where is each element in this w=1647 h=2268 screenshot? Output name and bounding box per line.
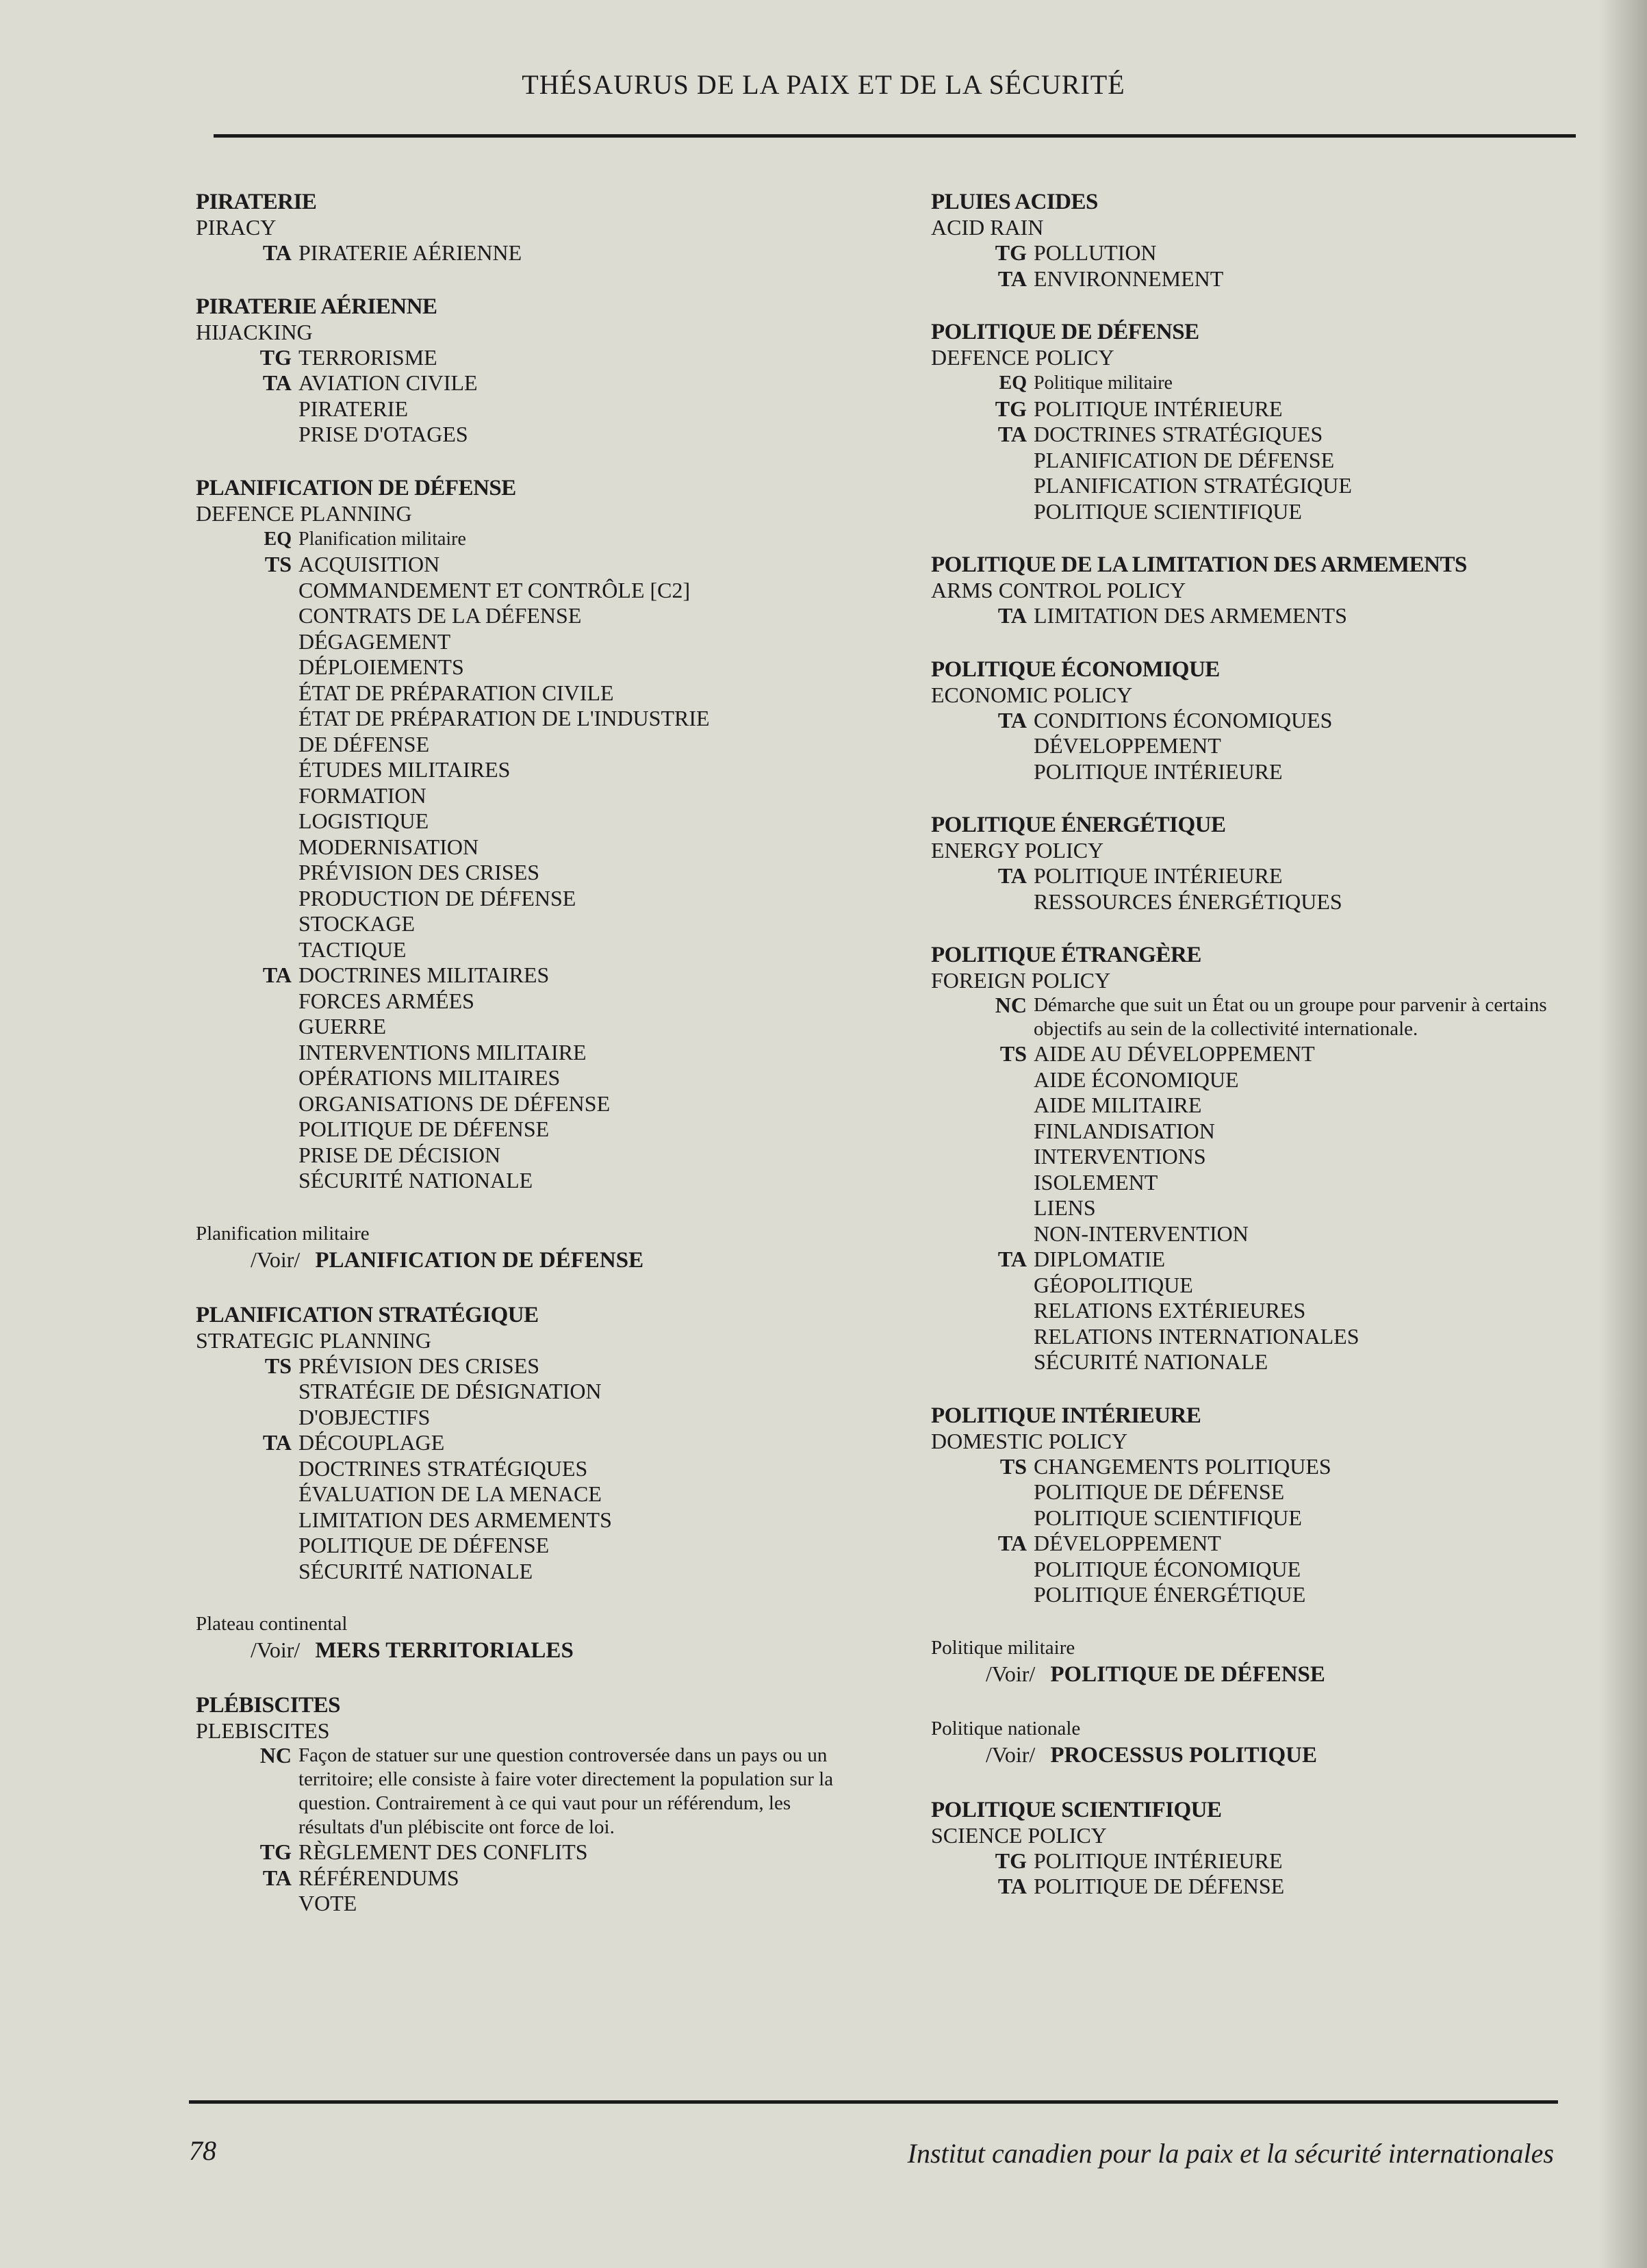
relation-line xyxy=(196,1379,846,1405)
english-equivalent: FOREIGN POLICY xyxy=(931,968,1111,993)
related-term: SÉCURITÉ NATIONALE xyxy=(1034,1349,1268,1374)
related-term: PRODUCTION DE DÉFENSE xyxy=(298,885,576,910)
scope-note xyxy=(196,1744,846,1839)
relation-line xyxy=(931,889,1568,915)
relation-line xyxy=(196,1091,846,1117)
relation-line xyxy=(931,266,1568,292)
relation-line xyxy=(196,1559,846,1585)
related-term: POLITIQUE ÉNERGÉTIQUE xyxy=(1034,1582,1306,1607)
relation-line xyxy=(931,1324,1568,1350)
relation-line xyxy=(931,708,1568,734)
related-term: SÉCURITÉ NATIONALE xyxy=(298,1168,533,1193)
relation-line xyxy=(931,1874,1568,1900)
scope-note-text: Démarche que suit un État ou un groupe pour parvenir à certains objectifs au sein de la collectivité internationale. xyxy=(1034,994,1547,1040)
relation-line xyxy=(931,1557,1568,1583)
related-term: ISOLEMENT xyxy=(1034,1169,1158,1195)
relation-tag: TS xyxy=(999,1453,1027,1479)
related-term: DÉPLOIEMENTS xyxy=(298,654,464,679)
thesaurus-entry xyxy=(931,189,1568,292)
thesaurus-entry xyxy=(931,1403,1568,1608)
related-term: RELATIONS INTERNATIONALES xyxy=(1034,1323,1359,1349)
related-term: Planification militaire xyxy=(298,528,466,550)
related-term: ÉTUDES MILITAIRES xyxy=(298,757,511,782)
related-term: POLLUTION xyxy=(1034,240,1157,265)
relation-tag: TG xyxy=(995,396,1027,421)
thesaurus-entry xyxy=(196,294,846,448)
see-reference xyxy=(196,1221,846,1273)
related-term: GÉOPOLITIQUE xyxy=(1034,1272,1193,1297)
relation-line xyxy=(931,1582,1568,1608)
relation-line xyxy=(196,860,846,886)
relation-line xyxy=(931,1848,1568,1874)
related-term: RELATIONS EXTÉRIEURES xyxy=(1034,1298,1306,1323)
related-term: OPÉRATIONS MILITAIRES xyxy=(298,1065,561,1090)
thesaurus-entry xyxy=(931,319,1568,524)
relation-tag: NC xyxy=(995,993,1027,1017)
relation-tag: TA xyxy=(262,1865,292,1890)
relation-line xyxy=(931,1247,1568,1273)
relation-line xyxy=(931,1273,1568,1299)
relation-line xyxy=(931,1144,1568,1170)
relation-line xyxy=(196,1891,846,1917)
relation-line xyxy=(196,1168,846,1194)
relation-tag: TA xyxy=(262,1430,292,1455)
related-term: INTERVENTIONS xyxy=(1034,1144,1206,1169)
page-edge-shadow xyxy=(1599,0,1647,2268)
entry-term: POLITIQUE ÉTRANGÈRE xyxy=(931,943,1201,967)
relation-line xyxy=(931,1195,1568,1221)
relation-line xyxy=(196,422,846,448)
related-term: AIDE ÉCONOMIQUE xyxy=(1034,1067,1239,1092)
related-term: COMMANDEMENT ET CONTRÔLE [C2] xyxy=(298,577,691,602)
relation-tag: TA xyxy=(262,963,292,987)
relation-line xyxy=(196,937,846,963)
relation-line xyxy=(931,1170,1568,1196)
entry-term: POLITIQUE ÉNERGÉTIQUE xyxy=(931,813,1226,837)
related-term: DOCTRINES STRATÉGIQUES xyxy=(298,1455,588,1481)
relation-line xyxy=(196,1533,846,1559)
related-term: LIENS xyxy=(1034,1195,1096,1220)
entry-term: POLITIQUE DE LA LIMITATION DES ARMEMENTS xyxy=(931,552,1467,577)
see-line xyxy=(196,1247,846,1273)
see-target-term: PLANIFICATION DE DÉFENSE xyxy=(315,1247,644,1273)
relation-line xyxy=(931,863,1568,889)
english-equivalent: ECONOMIC POLICY xyxy=(931,682,1133,707)
thesaurus-entry xyxy=(196,1692,846,1917)
relation-line xyxy=(931,1041,1568,1067)
related-term: POLITIQUE SCIENTIFIQUE xyxy=(1034,498,1302,524)
relation-tag: TA xyxy=(997,266,1027,291)
related-term: LIMITATION DES ARMEMENTS xyxy=(298,1507,612,1532)
related-term: MODERNISATION xyxy=(298,834,479,859)
related-term: ACQUISITION xyxy=(298,552,440,576)
thesaurus-entry xyxy=(931,812,1568,915)
english-equivalent: SCIENCE POLICY xyxy=(931,1822,1107,1848)
running-head: THÉSAURUS DE LA PAIX ET DE LA SÉCURITÉ xyxy=(522,69,1125,100)
english-equivalent: ENERGY POLICY xyxy=(931,838,1104,863)
relation-line xyxy=(931,473,1568,499)
relation-line xyxy=(196,1507,846,1533)
related-term: CONDITIONS ÉCONOMIQUES xyxy=(1034,707,1333,732)
relation-tag: TS xyxy=(264,552,292,576)
english-equivalent: PLEBISCITES xyxy=(196,1718,330,1743)
entry-term: PLÉBISCITES xyxy=(196,1693,340,1718)
scope-note-text: Façon de statuer sur une question controversée dans un pays ou un territoire; elle consiste à faire voter directement la population sur la question. Contrairement à ce qui vaut pour un référendum, les résultats d'un plébiscite ont force de loi. xyxy=(298,1744,834,1838)
related-term: RESSOURCES ÉNERGÉTIQUES xyxy=(1034,889,1342,914)
relation-line xyxy=(931,1093,1568,1119)
entry-term: PLANIFICATION STRATÉGIQUE xyxy=(196,1302,539,1327)
related-term: FINLANDISATION xyxy=(1034,1118,1215,1143)
related-term: RÈGLEMENT DES CONFLITS xyxy=(298,1839,588,1864)
voir-label: /Voir/ xyxy=(986,1661,1036,1686)
relation-tag: TA xyxy=(997,603,1027,628)
relation-line xyxy=(931,448,1568,474)
relation-line xyxy=(196,989,846,1015)
thesaurus-entry xyxy=(196,1302,846,1585)
related-term: POLITIQUE ÉCONOMIQUE xyxy=(1034,1556,1301,1581)
relation-line xyxy=(196,578,846,604)
relation-line xyxy=(931,499,1568,525)
related-term: NON-INTERVENTION xyxy=(1034,1221,1249,1246)
related-term: POLITIQUE DE DÉFENSE xyxy=(298,1117,550,1141)
related-term: D'OBJECTIFS xyxy=(298,1404,431,1429)
relation-tag: TG xyxy=(995,1848,1027,1873)
related-term: ENVIRONNEMENT xyxy=(1034,266,1224,291)
related-term: CHANGEMENTS POLITIQUES xyxy=(1034,1453,1331,1479)
relation-line xyxy=(196,963,846,989)
related-term: FORMATION xyxy=(298,782,426,808)
related-term: VOTE xyxy=(298,1891,357,1915)
relation-line xyxy=(931,1505,1568,1531)
related-term: PIRATERIE xyxy=(298,396,408,421)
relation-tag: TA xyxy=(997,707,1027,732)
relation-line xyxy=(196,706,846,732)
header-rule xyxy=(214,134,1576,138)
relation-line xyxy=(931,1479,1568,1505)
english-equivalent: DEFENCE PLANNING xyxy=(196,500,412,526)
see-term: Planification militaire xyxy=(196,1222,370,1245)
related-term: DÉGAGEMENT xyxy=(298,628,451,654)
relation-line xyxy=(196,1065,846,1091)
relation-line xyxy=(196,654,846,680)
related-term: POLITIQUE SCIENTIFIQUE xyxy=(1034,1505,1302,1530)
entry-term: POLITIQUE DE DÉFENSE xyxy=(931,320,1199,344)
relation-line xyxy=(931,240,1568,266)
related-term: POLITIQUE INTÉRIEURE xyxy=(1034,1848,1283,1873)
relation-line xyxy=(931,1298,1568,1324)
relation-line xyxy=(931,1067,1568,1093)
entry-term: POLITIQUE SCIENTIFIQUE xyxy=(931,1797,1222,1822)
thesaurus-entry xyxy=(931,657,1568,785)
english-equivalent: ACID RAIN xyxy=(931,215,1044,240)
related-term: ÉTAT DE PRÉPARATION DE L'INDUSTRIE xyxy=(298,706,710,730)
related-term: ÉTAT DE PRÉPARATION CIVILE xyxy=(298,680,614,705)
relation-line xyxy=(931,603,1568,629)
relation-line xyxy=(931,370,1568,396)
related-term: PLANIFICATION STRATÉGIQUE xyxy=(1034,473,1352,498)
related-term: LOGISTIQUE xyxy=(298,808,429,833)
related-term: TERRORISME xyxy=(298,344,437,370)
relation-line xyxy=(196,1430,846,1456)
relation-tag: TS xyxy=(264,1353,292,1378)
relation-tag: TA xyxy=(997,1531,1027,1555)
relation-tag: TG xyxy=(995,240,1027,265)
relation-line xyxy=(196,552,846,578)
see-target-term: MERS TERRITORIALES xyxy=(315,1638,574,1663)
related-term: LIMITATION DES ARMEMENTS xyxy=(1034,603,1347,628)
see-term: Politique militaire xyxy=(931,1636,1075,1659)
relation-tag: TA xyxy=(997,863,1027,888)
thesaurus-entry xyxy=(196,189,846,266)
related-term: DE DÉFENSE xyxy=(298,731,430,756)
english-equivalent: DOMESTIC POLICY xyxy=(931,1428,1128,1453)
relation-line xyxy=(196,886,846,912)
see-line xyxy=(196,1637,846,1664)
see-term: Plateau continental xyxy=(196,1613,348,1635)
related-term: DIPLOMATIE xyxy=(1034,1247,1165,1271)
relation-tag: TA xyxy=(997,1247,1027,1271)
related-term: POLITIQUE DE DÉFENSE xyxy=(1034,1479,1285,1504)
english-equivalent: HIJACKING xyxy=(196,319,313,344)
voir-label: /Voir/ xyxy=(251,1638,301,1662)
relation-line xyxy=(196,680,846,706)
relation-line xyxy=(196,1143,846,1169)
relation-line xyxy=(931,422,1568,448)
entry-term: PLANIFICATION DE DÉFENSE xyxy=(196,475,516,500)
related-term: POLITIQUE DE DÉFENSE xyxy=(1034,1874,1285,1898)
related-term: PLANIFICATION DE DÉFENSE xyxy=(1034,447,1335,472)
relation-line xyxy=(196,732,846,758)
related-term: AVIATION CIVILE xyxy=(298,370,478,395)
relation-tag: TA xyxy=(997,422,1027,446)
relation-line xyxy=(931,396,1568,422)
relation-line xyxy=(196,526,846,552)
related-term: DOCTRINES MILITAIRES xyxy=(298,963,550,987)
related-term: ORGANISATIONS DE DÉFENSE xyxy=(298,1091,611,1116)
related-term: POLITIQUE INTÉRIEURE xyxy=(1034,759,1283,784)
relation-line xyxy=(931,1349,1568,1375)
related-term: GUERRE xyxy=(298,1014,386,1039)
relation-tag: EQ xyxy=(264,528,292,550)
related-term: AIDE AU DÉVELOPPEMENT xyxy=(1034,1041,1315,1066)
entry-term: PIRATERIE AÉRIENNE xyxy=(196,294,437,319)
relation-line xyxy=(931,1454,1568,1480)
thesaurus-entry xyxy=(931,1797,1568,1900)
see-reference xyxy=(931,1635,1568,1687)
see-reference xyxy=(196,1611,846,1664)
relation-tag: TG xyxy=(259,344,292,370)
related-term: POLITIQUE INTÉRIEURE xyxy=(1034,863,1283,888)
relation-line xyxy=(931,1221,1568,1247)
entry-term: PIRATERIE xyxy=(196,190,317,214)
entry-term: PLUIES ACIDES xyxy=(931,190,1098,214)
relation-line xyxy=(196,1117,846,1143)
thesaurus-entry xyxy=(931,552,1568,629)
relation-line xyxy=(196,345,846,371)
related-term: ÉVALUATION DE LA MENACE xyxy=(298,1481,602,1506)
related-term: DÉCOUPLAGE xyxy=(298,1430,445,1455)
relation-line xyxy=(196,911,846,937)
relation-tag: NC xyxy=(259,1743,292,1768)
related-term: DÉVELOPPEMENT xyxy=(1034,1531,1221,1555)
left-column xyxy=(196,189,846,1944)
relation-line xyxy=(196,1481,846,1507)
related-term: STRATÉGIE DE DÉSIGNATION xyxy=(298,1379,602,1403)
related-term: AIDE MILITAIRE xyxy=(1034,1093,1202,1117)
relation-line xyxy=(196,1040,846,1066)
right-column xyxy=(931,189,1568,1927)
see-line xyxy=(931,1661,1568,1687)
relation-line xyxy=(196,1839,846,1865)
relation-line xyxy=(196,1865,846,1891)
related-term: DOCTRINES STRATÉGIQUES xyxy=(1034,422,1323,446)
relation-line xyxy=(196,783,846,809)
see-line xyxy=(931,1742,1568,1768)
footer-rule xyxy=(189,2100,1558,2104)
relation-tag: TG xyxy=(259,1839,292,1864)
relation-line xyxy=(196,1405,846,1431)
entry-term: POLITIQUE ÉCONOMIQUE xyxy=(931,657,1220,682)
relation-line xyxy=(196,1014,846,1040)
relation-line xyxy=(196,808,846,834)
relation-tag: TA xyxy=(997,1874,1027,1898)
related-term: STOCKAGE xyxy=(298,911,416,936)
see-target-term: PROCESSUS POLITIQUE xyxy=(1050,1742,1317,1768)
english-equivalent: DEFENCE POLICY xyxy=(931,345,1114,370)
related-term: RÉFÉRENDUMS xyxy=(298,1865,459,1890)
footer-publisher: Institut canadien pour la paix et la sécurité internationales xyxy=(907,2138,1554,2169)
scope-note xyxy=(931,993,1568,1041)
thesaurus-entry xyxy=(931,942,1568,1375)
voir-label: /Voir/ xyxy=(986,1742,1036,1767)
related-term: PRÉVISION DES CRISES xyxy=(298,1353,540,1378)
english-equivalent: STRATEGIC PLANNING xyxy=(196,1327,431,1353)
relation-line xyxy=(196,370,846,396)
related-term: INTERVENTIONS MILITAIRE xyxy=(298,1039,587,1065)
relation-tag: TA xyxy=(262,370,292,395)
relation-line xyxy=(196,1353,846,1379)
related-term: PIRATERIE AÉRIENNE xyxy=(298,240,522,265)
relation-line xyxy=(196,757,846,783)
relation-line xyxy=(931,1531,1568,1557)
english-equivalent: PIRACY xyxy=(196,215,277,240)
related-term: CONTRATS DE LA DÉFENSE xyxy=(298,603,582,628)
relation-tag: EQ xyxy=(999,372,1027,394)
relation-line xyxy=(931,759,1568,785)
related-term: PRISE D'OTAGES xyxy=(298,422,468,446)
relation-tag: TA xyxy=(262,240,292,265)
see-target-term: POLITIQUE DE DÉFENSE xyxy=(1050,1661,1325,1687)
related-term: Politique militaire xyxy=(1034,372,1173,394)
voir-label: /Voir/ xyxy=(251,1247,301,1272)
related-term: POLITIQUE DE DÉFENSE xyxy=(298,1533,550,1557)
relation-line xyxy=(931,1119,1568,1145)
relation-line xyxy=(196,396,846,422)
english-equivalent: ARMS CONTROL POLICY xyxy=(931,578,1186,602)
relation-line xyxy=(196,629,846,655)
related-term: PRISE DE DÉCISION xyxy=(298,1142,501,1167)
related-term: FORCES ARMÉES xyxy=(298,988,474,1013)
relation-line xyxy=(196,1456,846,1482)
see-reference xyxy=(931,1716,1568,1768)
relation-tag: TS xyxy=(999,1041,1027,1066)
relation-line xyxy=(196,240,846,266)
related-term: POLITIQUE INTÉRIEURE xyxy=(1034,396,1283,421)
entry-term: POLITIQUE INTÉRIEURE xyxy=(931,1403,1201,1428)
relation-line xyxy=(931,733,1568,759)
related-term: SÉCURITÉ NATIONALE xyxy=(298,1558,533,1583)
page-number: 78 xyxy=(189,2135,216,2166)
related-term: PRÉVISION DES CRISES xyxy=(298,860,540,884)
thesaurus-entry xyxy=(196,475,846,1194)
see-term: Politique nationale xyxy=(931,1717,1081,1740)
relation-line xyxy=(196,834,846,861)
related-term: TACTIQUE xyxy=(298,936,407,962)
relation-line xyxy=(196,603,846,629)
related-term: DÉVELOPPEMENT xyxy=(1034,733,1221,758)
